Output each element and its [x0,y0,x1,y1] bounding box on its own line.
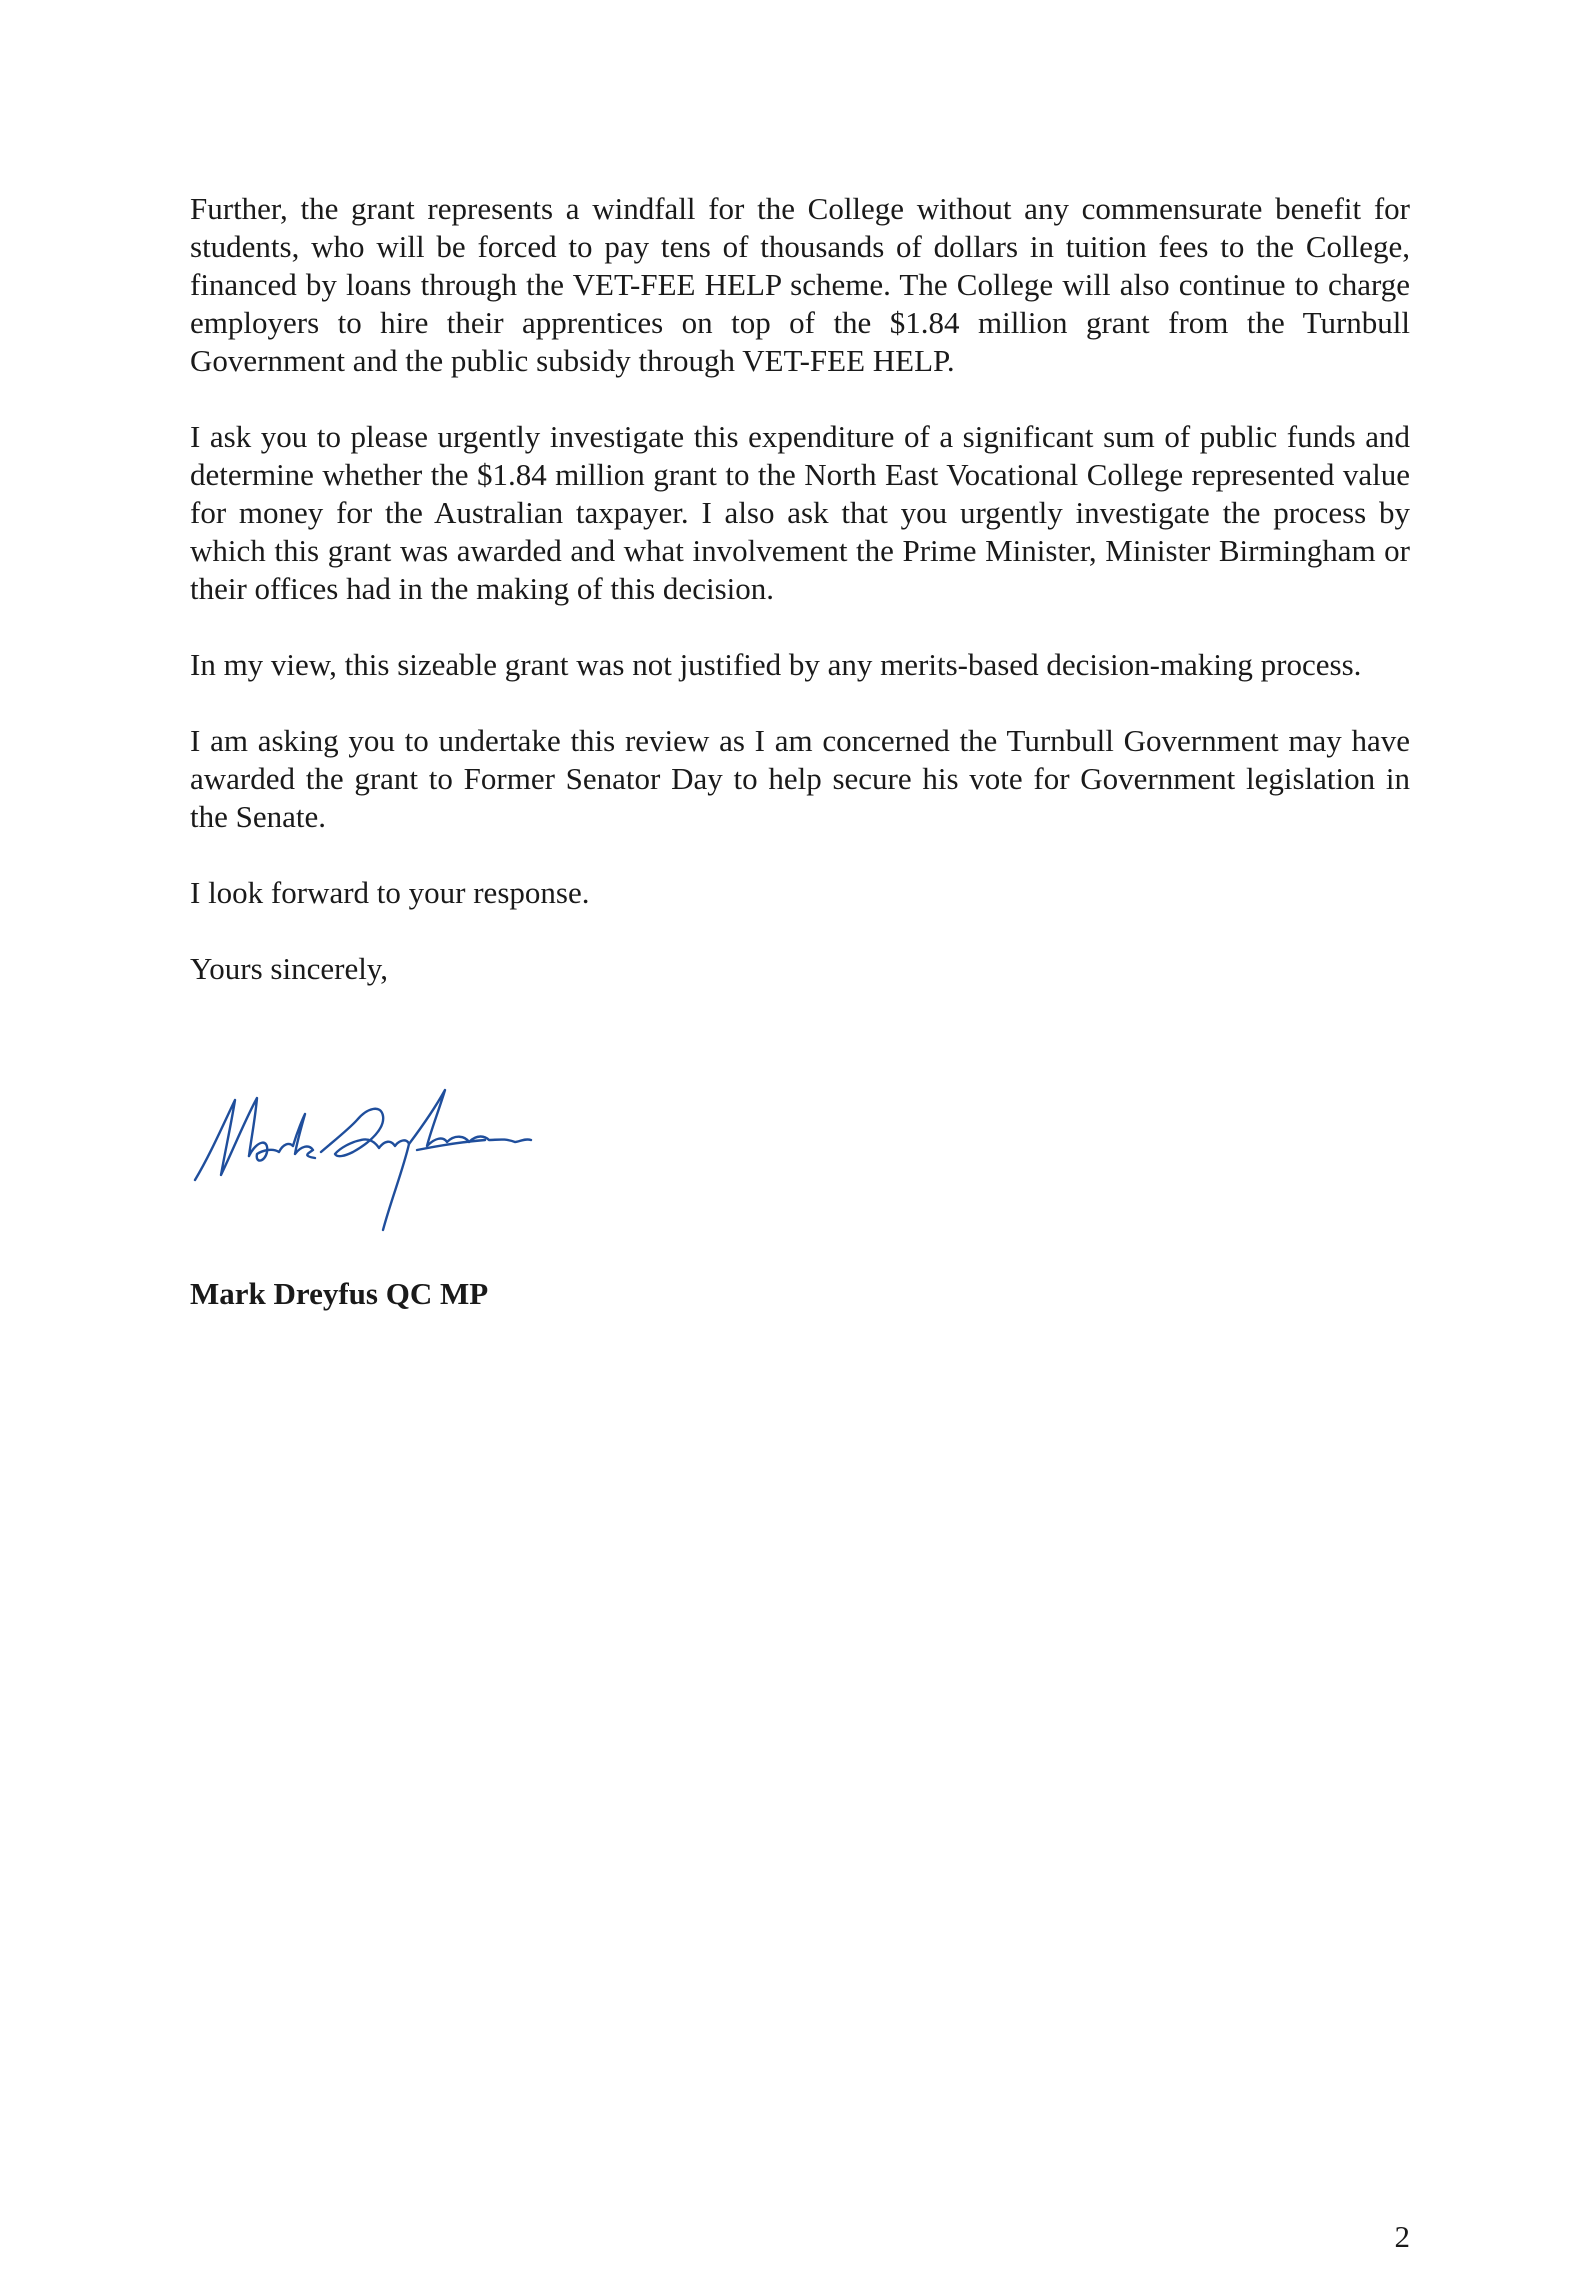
closing-salutation: Yours sincerely, [190,951,389,986]
handwritten-signature [185,1080,545,1250]
paragraph-review-concern: I am asking you to undertake this review as I am concerned the Turnbull Government may have awarded the grant to Former Senator Day to help secure his vote for Government legislation in the Senate. [190,723,1410,834]
paragraph-merits-view: In my view, this sizeable grant was not justified by any merits-based decision-making process. [190,647,1362,682]
paragraph-look-forward: I look forward to your response. [190,875,590,910]
page-number: 2 [1394,2219,1410,2254]
paragraph-investigation-request: I ask you to please urgently investigate this expenditure of a significant sum of public funds and determine whether the $1.84 million grant to the North East Vocational College represented value for money for the Australian taxpayer. I also ask that you urgently investigate the process by which this grant was awarded and what involvement the Prime Minister, Minister Birmingham or their offices had in the making of this decision. [190,419,1410,606]
paragraph-grant-windfall: Further, the grant represents a windfall for the College without any commensurate benefit for students, who will be forced to pay tens of thousands of dollars in tuition fees to the College, financed by loans through the VET-FEE HELP scheme. The College will also continue to charge employers to hire their apprentices on top of the $1.84 million grant from the Turnbull Government and the public subsidy through VET-FEE HELP. [190,191,1410,378]
signatory-name: Mark Dreyfus QC MP [190,1276,489,1311]
letter-body [190,190,1410,988]
